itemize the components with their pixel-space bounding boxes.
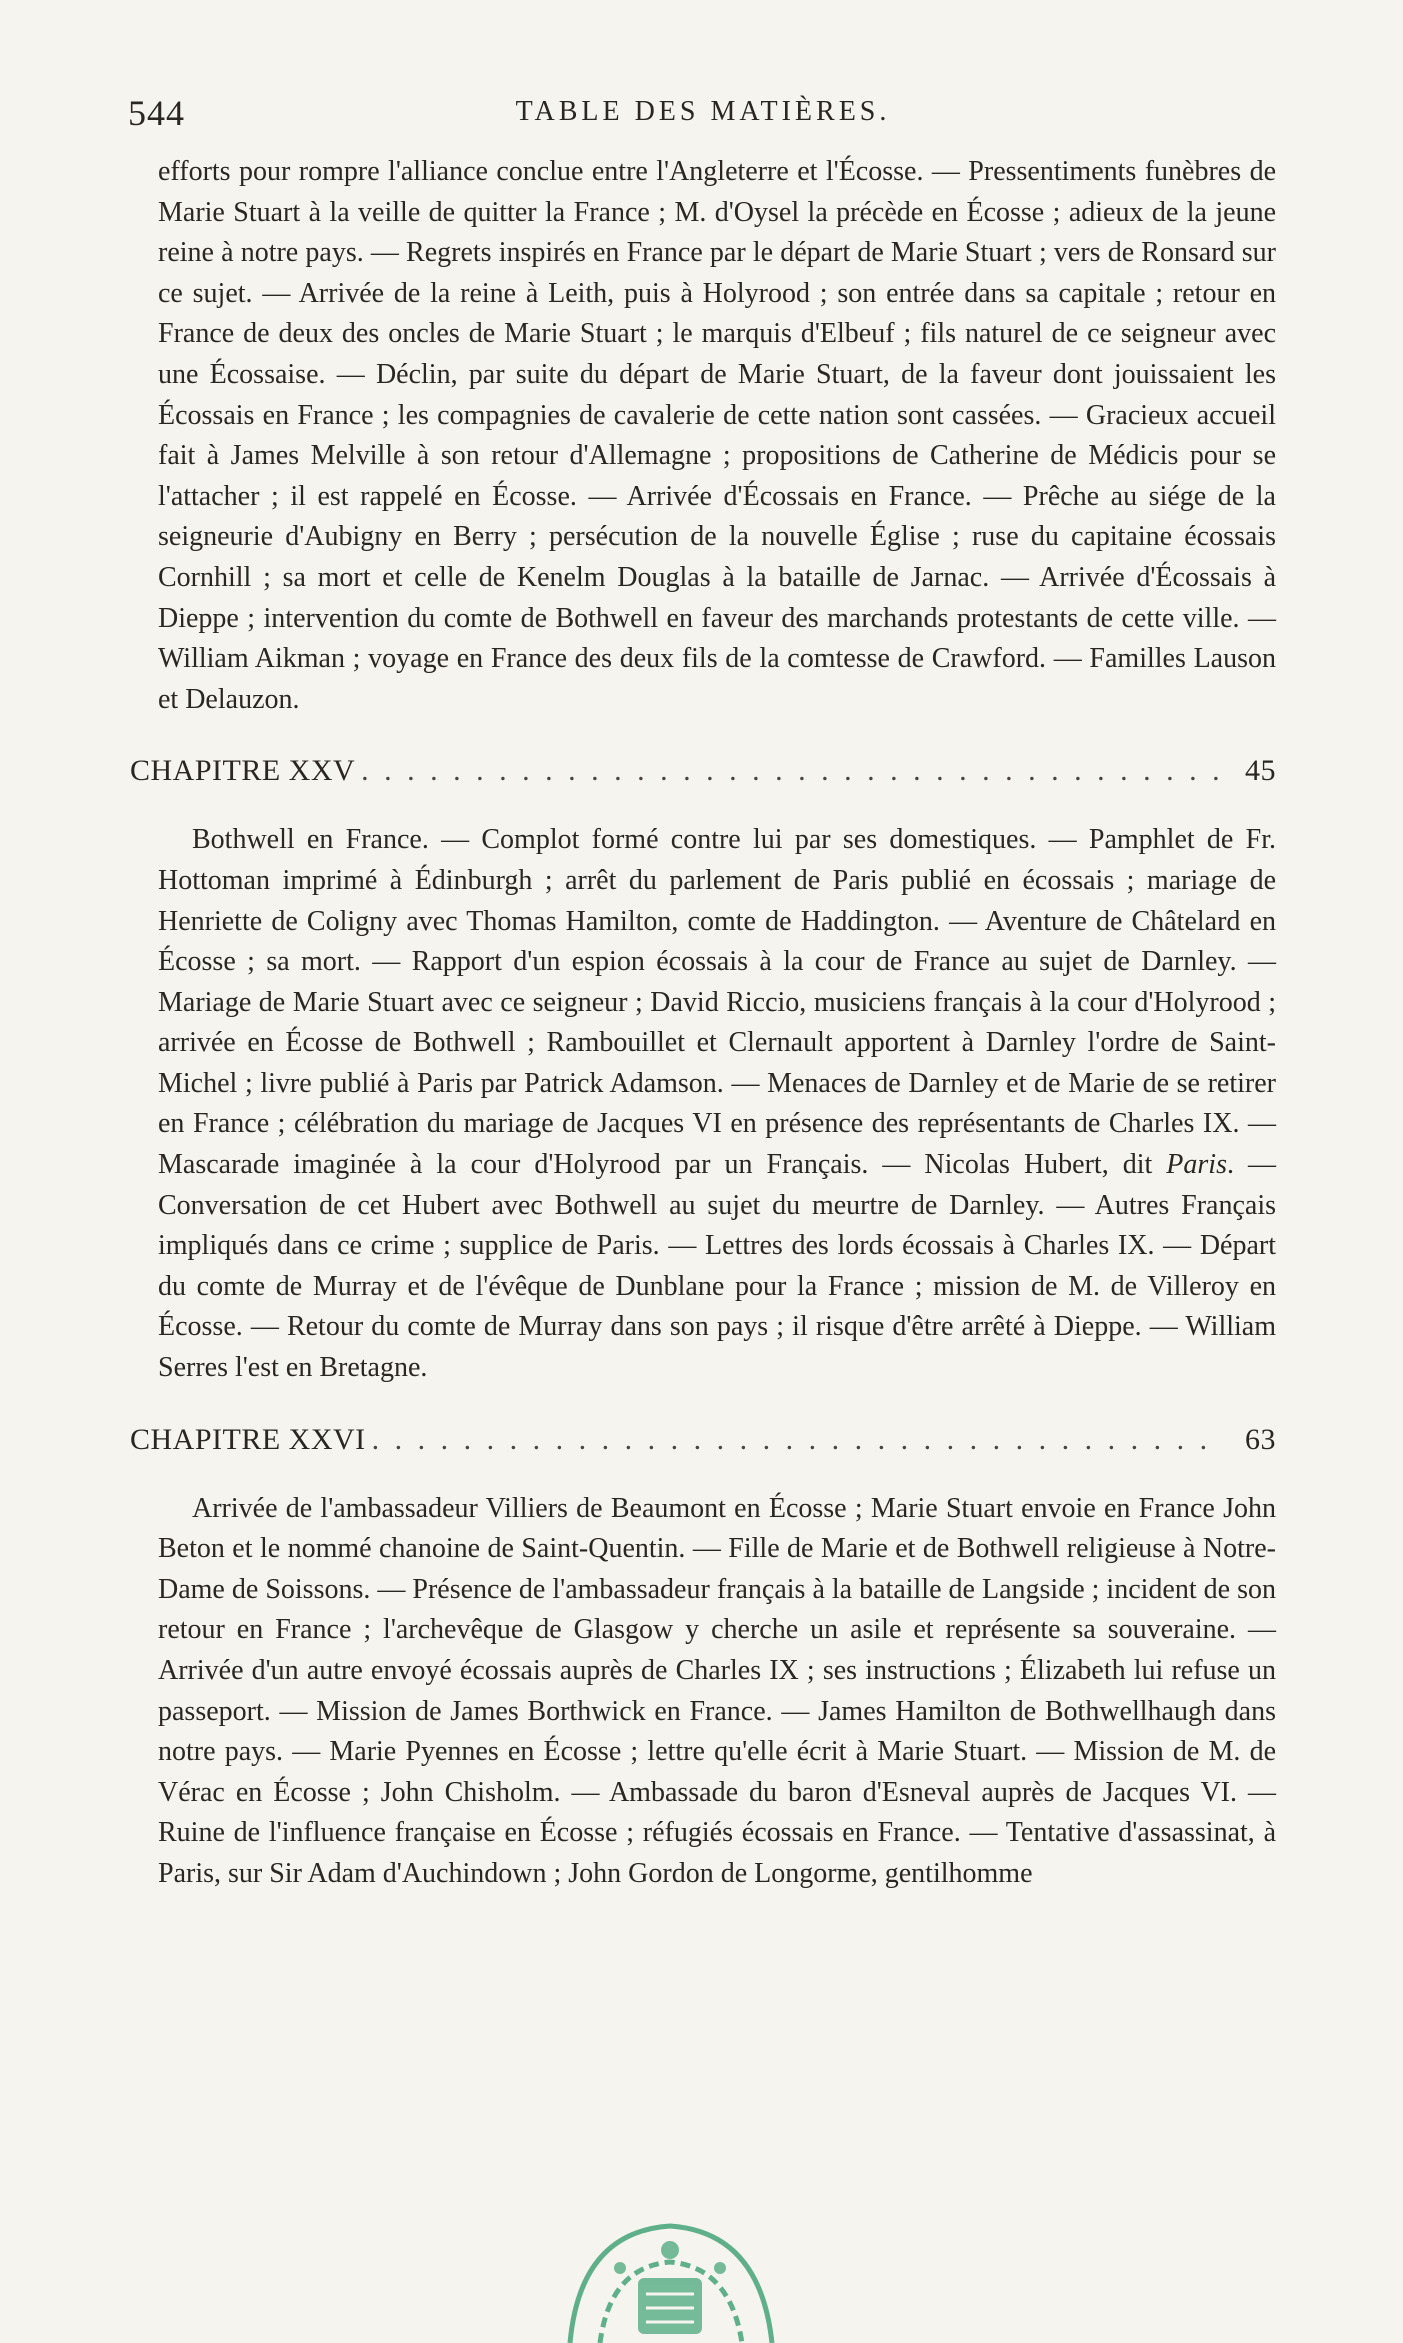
toc-entry-chapter-25 bbox=[130, 754, 1276, 788]
running-title: TABLE DES MATIÈRES. bbox=[515, 96, 891, 127]
chapter-title: CHAPITRE XXV bbox=[130, 754, 356, 788]
summary-text: Bothwell en France. — Complot formé contre lui par ses domestiques. — Pamphlet de Fr. Hottoman imprimé à Édinburgh ; arrêt du parlement de Paris publié en écossais ; mariage de Henriette de Coligny avec Thomas Hamilton, comte de Haddington. — Aventure de Châtelard en Écosse ; sa mort. — Rapport d'un espion écossais à la cour de France au sujet de Darnley. — Mariage de Marie Stuart avec ce seigneur ; David Riccio, musiciens français à la cour d'Holyrood ; arrivée en Écosse de Bothwell ; Rambouillet et Clernault apportent à Darnley l'ordre de Saint-Michel ; livre publié à Paris par Patrick Adamson. — Menaces de Darnley et de Marie de se retirer en France ; célébration du mariage de Jacques VI en présence des représentants de Charles IX. — Mascarade imaginée à la cour d'Holyrood par un Français. — Nicolas Hubert, dit bbox=[158, 824, 1276, 1181]
stamp-emblem bbox=[638, 2278, 702, 2334]
continued-summary-paragraph: efforts pour rompre l'alliance conclue entre l'Angleterre et l'Écosse. — Pressentiments funèbres de Marie Stuart à la veille de quitter la France ; M. d'Oysel la précède en Écosse ; adieux de la jeune reine à notre pays. — Regrets inspirés en France par le départ de Marie Stuart ; vers de Ronsard sur ce sujet. — Arrivée de la reine à Leith, puis à Holyrood ; son entrée dans sa capitale ; retour en France de deux des oncles de Marie Stuart ; le marquis d'Elbeuf ; fils naturel de ce seigneur avec une Écossaise. — Déclin, par suite du départ de Marie Stuart, de la faveur dont jouissaient les Écossais en France ; les compagnies de cavalerie de cette nation sont cassées. — Gracieux accueil fait à James Melville à son retour d'Allemagne ; propositions de Catherine de Médicis pour se l'attacher ; il est rappelé en Écosse. — Arrivée d'Écossais en France. — Prêche au siége de la seigneurie d'Aubigny en Berry ; persécution de la nouvelle Église ; ruse du capitaine écossais Cornhill ; sa mort et celle de Kenelm Douglas à la bataille de Jarnac. — Arrivée d'Écossais à Dieppe ; intervention du comte de Bothwell en faveur des marchands protestants de cette ville. — William Aikman ; voyage en France des deux fils de la comtesse de Crawford. — Familles Lauson et Delauzon. bbox=[158, 156, 1276, 715]
toc-content bbox=[130, 152, 1276, 1895]
dot-leaders bbox=[372, 1423, 1222, 1457]
chapter-page-number: 63 bbox=[1245, 1422, 1276, 1456]
chapter-25-summary bbox=[158, 820, 1276, 1388]
chapter-26-summary: Arrivée de l'ambassadeur Villiers de Beaumont en Écosse ; Marie Stuart envoie en France John Beton et le nommé chanoine de Saint-Quentin. — Fille de Marie et de Bothwell religieuse à Notre-Dame de Soissons. — Présence de l'ambassadeur français à la bataille de Langside ; incident de son retour en France ; l'archevêque de Glasgow y cherche un asile et représente sa souveraine. — Arrivée d'un autre envoyé écossais auprès de Charles IX ; ses instructions ; Élizabeth lui refuse un passeport. — Mission de James Borthwick en France. — James Hamilton de Bothwellhaugh dans notre pays. — Marie Pyennes en Écosse ; lettre qu'elle écrit à Marie Stuart. — Mission de M. de Vérac en Écosse ; John Chisholm. — Ambassade du baron d'Esneval auprès de Jacques VI. — Ruine de l'influence française en Écosse ; réfugiés écossais en France. — Tentative d'assassinat, à Paris, sur Sir Adam d'Auchindown ; John Gordon de Longorme, gentilhomme bbox=[158, 1492, 1276, 1889]
chapter-title: CHAPITRE XXVI bbox=[130, 1422, 366, 1456]
chapter-page-number: 45 bbox=[1245, 754, 1276, 788]
summary-text-continued: . — Conversation de cet Hubert avec Bothwell au sujet du meurtre de Darnley. — Autres Français impliqués dans ce crime ; supplice de Paris. — Lettres des lords écossais à Charles IX. — Départ du comte de Murray et de l'évêque de Dunblane pour la France ; mission de M. de Villeroy en Écosse. — Retour du comte de Murray dans son pays ; il risque d'être arrêté à Dieppe. — William Serres l'est en Bretagne. bbox=[158, 1149, 1276, 1384]
dot-leaders bbox=[361, 754, 1222, 788]
running-head bbox=[128, 92, 1278, 136]
library-stamp-icon bbox=[550, 2212, 790, 2343]
summary-italic-text: Paris bbox=[1166, 1149, 1227, 1181]
page-number: 544 bbox=[128, 93, 185, 133]
toc-entry-chapter-26 bbox=[130, 1423, 1276, 1457]
